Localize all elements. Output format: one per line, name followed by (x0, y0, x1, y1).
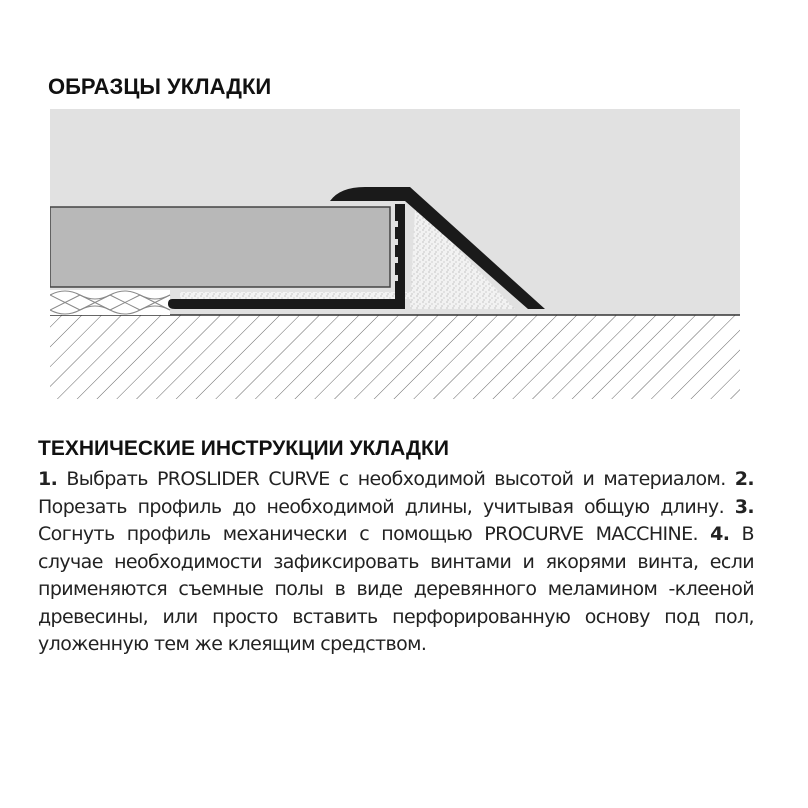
installation-diagram (50, 109, 740, 399)
step-3-number: 3. (734, 495, 754, 518)
floor-board (50, 207, 390, 287)
adhesive-base (180, 292, 420, 299)
underlay-layer (50, 290, 170, 315)
step-4-text: В случае необходимости зафиксировать винтами и якорями винта, если применяются съемные полы в виде деревянного меламином -клееной древесины, или просто вставить перфорированную основу под пол, уложенную тем же клеящим средством. (38, 523, 754, 655)
step-3-text: Согнуть профиль механически с помощью PROCURVE MACCHINE. (38, 523, 711, 545)
step-1-text: Выбрать PROSLIDER CURVE с необходимой высотой и материалом. (57, 468, 735, 490)
instructions-text (38, 466, 754, 659)
step-4-number: 4. (710, 523, 730, 545)
step-2-number: 2. (734, 468, 754, 490)
step-1-number: 1. (38, 468, 58, 490)
section-title-instructions: ТЕХНИЧЕСКИЕ ИНСТРУКЦИИ УКЛАДКИ (38, 437, 449, 460)
subfloor-hatch (50, 315, 740, 399)
step-2-text: Порезать профиль до необходимой длины, учитывая общую длину. (38, 495, 735, 518)
section-title-samples: ОБРАЗЦЫ УКЛАДКИ (48, 74, 272, 99)
